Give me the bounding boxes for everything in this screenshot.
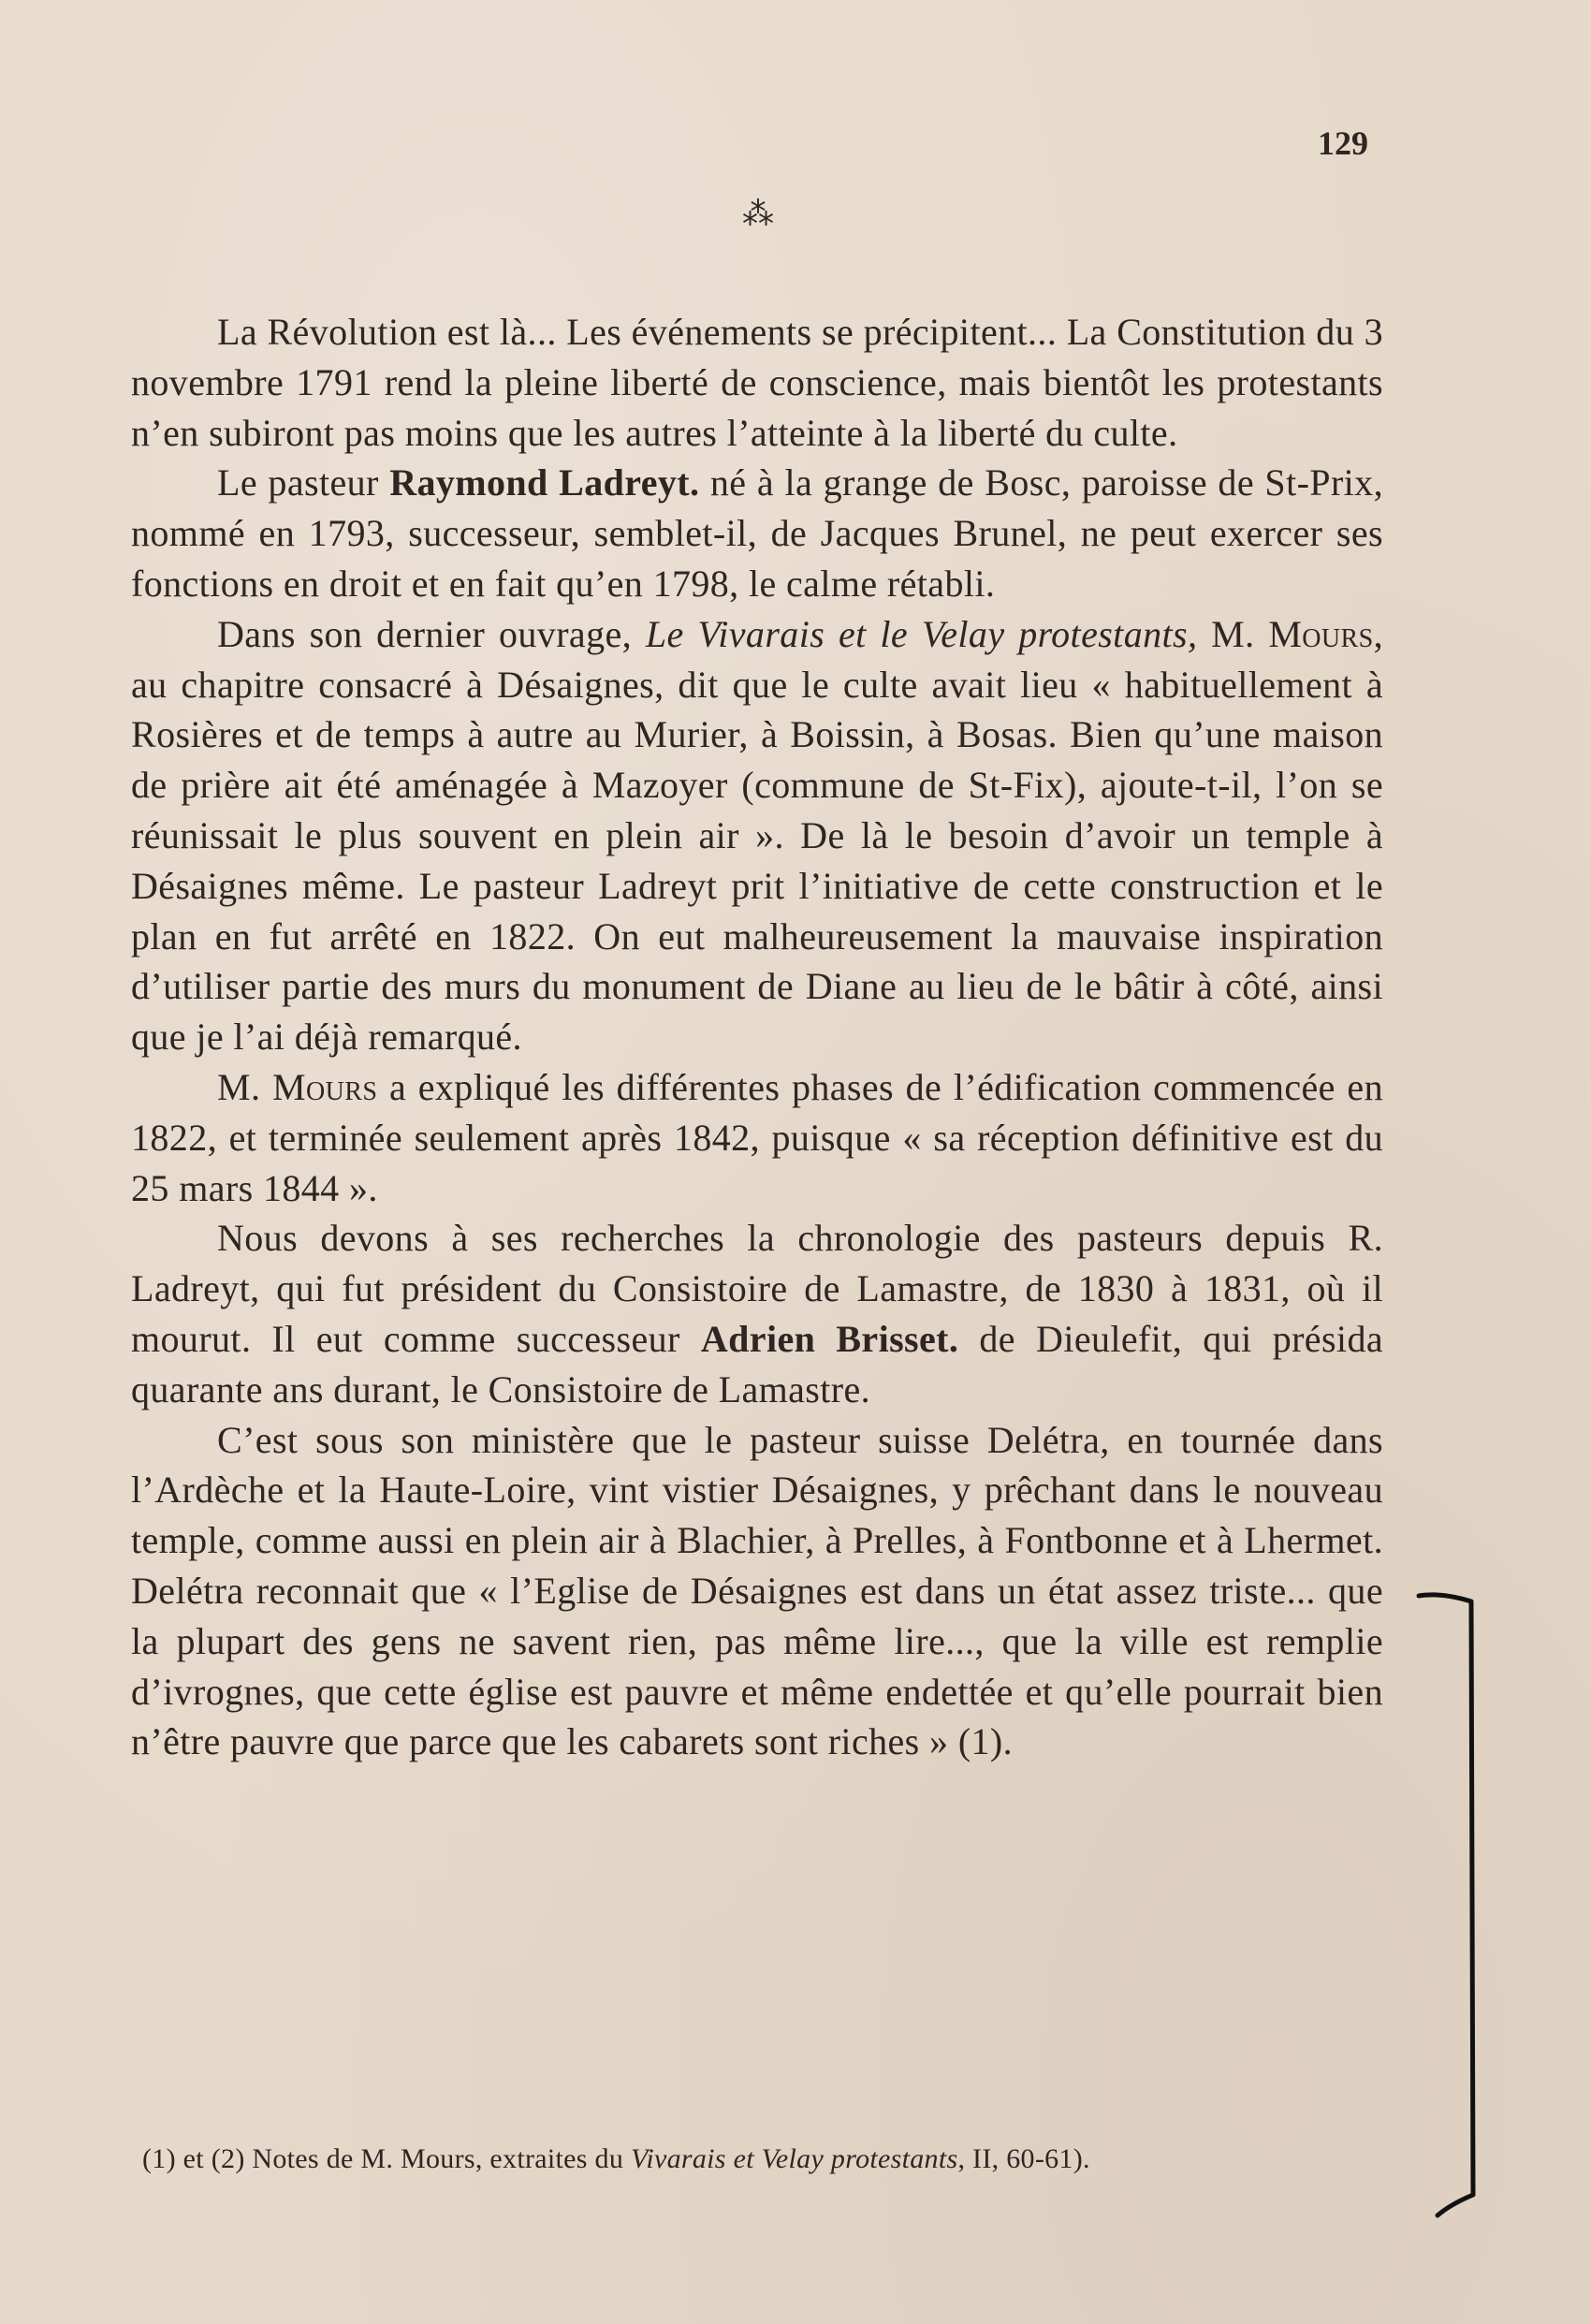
margin-bracket-mark <box>1413 1586 1479 2242</box>
paragraph-3-text-b: M. <box>1197 612 1269 655</box>
footnote <box>142 2140 1387 2179</box>
bracket-stroke <box>1419 1595 1473 2215</box>
paragraph-2-text-a: Le pasteur <box>217 461 390 504</box>
paragraph-5 <box>131 1213 1383 1414</box>
paragraph-3-text-c: , au chapitre consacré à Désaignes, dit que le culte avait lieu « habituellement à Rosières et de temps à autre au Murier, à Boissin, à Bosas. Bien qu’une maison de prière ait été aménagée à Mazoyer (commune de St-Fix), ajoute-t-il, l’on se réunissait le plus souvent en plein air ». De là le besoin d’avoir un temple à Désaignes même. Le pasteur Ladreyt prit l’initiative de cette construction et le plan en fut arrêté en 1822. On eut malheureusement la mauvaise inspiration d’utiliser partie des murs du monument de Diane au lieu de le bâtir à côté, ainsi que je l’ai déjà remarqué. <box>131 612 1383 1059</box>
paragraph-1: La Révolution est là... Les événements se précipitent... La Constitution du 3 novembre 1791 rend la pleine liberté de conscience, mais bientôt les protestants n’en subiront pas moins que les autres l’atteinte à la liberté du culte. <box>131 311 1383 454</box>
body-text <box>131 307 1383 1767</box>
footnote-title: Vivarais et Velay protestants <box>630 2143 958 2174</box>
paragraph-2-text-b: né à la grange de Bosc, paroisse de St-Prix, nommé en 1793, successeur, semblet-il, de Jacques Brunel, ne peut exercer ses fonctions en droit et en fait qu’en 1798, le calme rétabli. <box>131 461 1383 605</box>
paragraph-5-text-a: Nous devons à ses recherches la chronologie des pasteurs depuis R. Ladreyt, qui fut président du Consistoire de Lamastre, de 1830 à 1831, où il mourut. Il eut comme successeur <box>131 1217 1383 1360</box>
footnote-text-b: , II, 60-61). <box>957 2143 1090 2174</box>
paragraph-6: C’est sous son ministère que le pasteur suisse Delétra, en tournée dans l’Ardèche et la Haute-Loire, vint vistier Désaignes, y prêchant dans le nouveau temple, comme aussi en plein air à Blachier, à Prelles, à Fontbonne et à Lhermet. Delétra reconnait que « l’Eglise de Désaignes est dans un état assez triste... que la plupart des gens ne savent rien, pas même lire..., que la ville est remplie d’ivrognes, que cette église est pauvre et même endettée et qu’elle pourrait bien n’être pauvre que parce que les cabarets sont riches » (1). <box>131 1418 1383 1763</box>
paragraph-4 <box>131 1062 1383 1213</box>
section-asterism: ⁂ <box>742 197 774 232</box>
book-title: Le Vivarais et le Velay protestants, <box>645 612 1198 655</box>
pastor-name-ladreyt: Raymond Ladreyt. <box>389 461 700 504</box>
paragraph-4-text-a: M. <box>217 1065 273 1108</box>
footnote-text-a: (1) et (2) Notes de M. Mours, extraites du <box>142 2143 631 2174</box>
paragraph-4-text-b: a expliqué les différentes phases de l’édification commencée en 1822, et terminée seulement après 1842, puisque « sa réception définitive est du 25 mars 1844 ». <box>131 1065 1383 1209</box>
author-name: Mours <box>1268 612 1374 655</box>
pastor-name-brisset: Adrien Brisset. <box>700 1317 959 1360</box>
paragraph-5-text-b: de Dieulefit, qui présida quarante ans durant, le Consistoire de Lamastre. <box>131 1317 1383 1410</box>
page-number: 129 <box>1318 124 1368 162</box>
author-name-2: Mours <box>272 1065 378 1108</box>
paragraph-2 <box>131 458 1383 608</box>
paragraph-3 <box>131 609 1383 1062</box>
paragraph-3-text-a: Dans son dernier ouvrage, <box>217 612 646 655</box>
